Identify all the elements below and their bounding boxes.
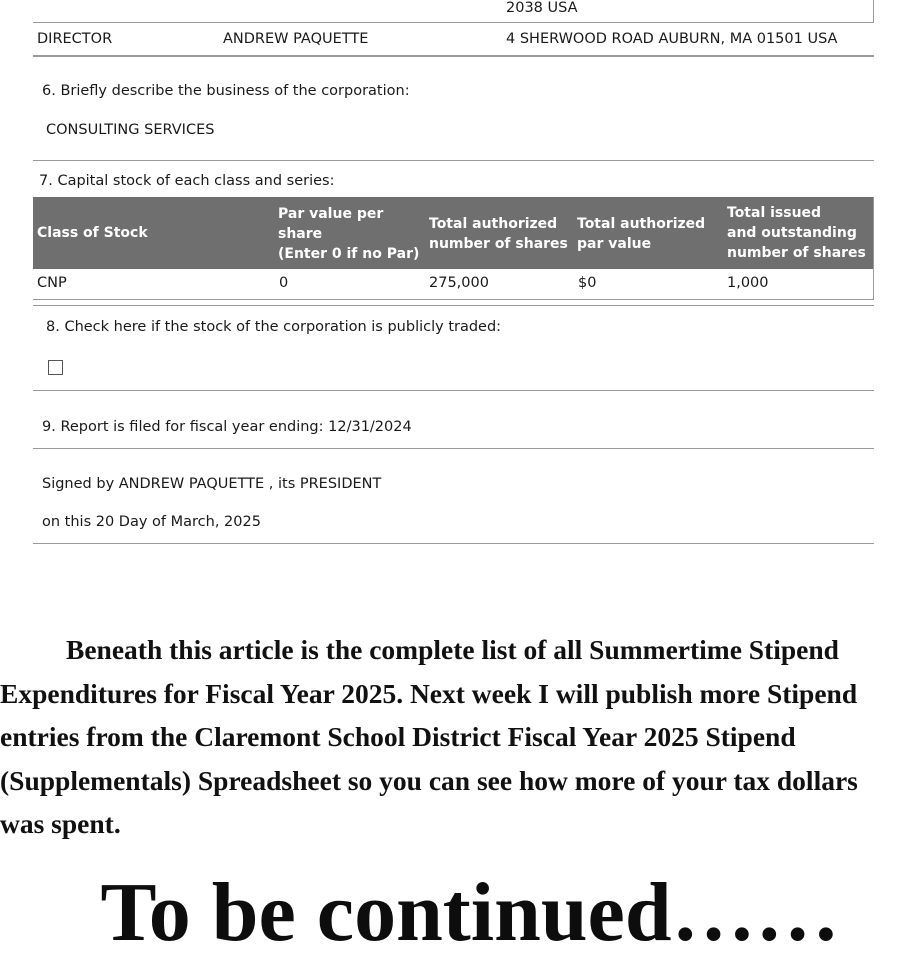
business-description: CONSULTING SERVICES (46, 122, 215, 138)
divider (33, 305, 874, 306)
header-authorized-par (577, 214, 705, 254)
publicly-traded-checkbox[interactable] (48, 360, 63, 375)
header-par-value-line: share (278, 226, 323, 242)
to-be-continued-heading: To be continued…… (100, 866, 840, 959)
officer-name: ANDREW PAQUETTE (223, 31, 369, 47)
cell-class: CNP (37, 275, 67, 291)
question-7-label: 7. Capital stock of each class and series: (39, 173, 335, 189)
header-authorized-shares-line: Total authorized (429, 216, 558, 232)
annual-report-form (33, 0, 874, 530)
question-9-label: 9. Report is filed for fiscal year ending: 12/31/2024 (42, 419, 412, 435)
cell-authorized-shares: 275,000 (429, 275, 489, 291)
capital-stock-table (33, 197, 874, 300)
officer-address-continuation: 2038 USA (506, 0, 578, 16)
divider (33, 448, 874, 449)
header-authorized-par-line: Total authorized (577, 216, 706, 232)
officer-title: DIRECTOR (37, 31, 113, 47)
divider (33, 390, 874, 391)
officer-address: 4 SHERWOOD ROAD AUBURN, MA 01501 USA (506, 31, 838, 47)
header-par-value-line: (Enter 0 if no Par) (278, 246, 420, 262)
officers-table-continuation (33, 0, 874, 23)
divider (33, 543, 874, 544)
cell-authorized-par: $0 (578, 275, 597, 291)
capital-stock-header (33, 197, 873, 269)
header-issued-shares-line: and outstanding (727, 225, 857, 241)
header-authorized-shares-line: number of shares (429, 236, 568, 252)
signature-date-line: on this 20 Day of March, 2025 (42, 514, 261, 530)
divider (33, 160, 874, 161)
officer-row (33, 23, 874, 57)
header-class-of-stock: Class of Stock (37, 225, 148, 241)
cell-par-value: 0 (279, 275, 289, 291)
header-par-value (278, 204, 419, 264)
header-issued-shares (727, 203, 866, 263)
question-8-label: 8. Check here if the stock of the corporation is publicly traded: (46, 319, 502, 335)
article-paragraph: Beneath this article is the complete list of all Summertime Stipend Expenditures for Fiscal Year 2025. Next week I will publish more Stipend entries from the Claremont School District Fiscal Year 2025 Stipend (Supplementals) Spreadsheet so you can see how more of your tax dollars was spent. (0, 634, 858, 839)
signed-by-line: Signed by ANDREW PAQUETTE , its PRESIDENT (42, 476, 382, 492)
article-text (0, 628, 900, 846)
question-6-label: 6. Briefly describe the business of the corporation: (42, 83, 410, 99)
table-row (33, 269, 873, 300)
header-par-value-line: Par value per (278, 206, 384, 222)
header-authorized-shares (429, 214, 568, 254)
header-issued-shares-line: Total issued (727, 205, 822, 221)
header-issued-shares-line: number of shares (727, 245, 866, 261)
cell-issued-shares: 1,000 (727, 275, 769, 291)
header-authorized-par-line: par value (577, 236, 652, 252)
